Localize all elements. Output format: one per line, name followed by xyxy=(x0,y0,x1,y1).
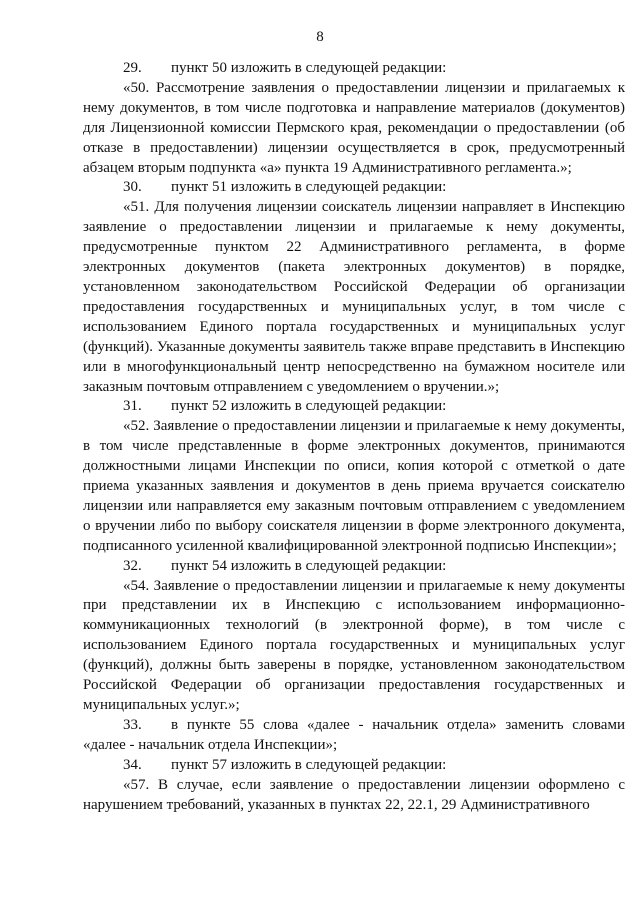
amendment-item-31 xyxy=(83,397,625,417)
item-number: 29. xyxy=(123,60,142,76)
item-number: 33. xyxy=(123,716,142,733)
quoted-clause-57: «57. В случае, если заявление о предоставлении лицензии оформлено с нарушением требований, указанных в пунктах 22, 22.1, 29 Административного xyxy=(83,776,625,813)
item-text: в пункте 55 слова «далее - начальник отдела» заменить словами «далее - начальник отдела Инспекции»; xyxy=(83,716,625,753)
quoted-clause-52: «52. Заявление о предоставлении лицензии и прилагаемые к нему документы, в том числе представленные в форме электронных документов, принимаются должностными лицами Инспекции по описи, копия которой с отметкой о дате приема указанных заявления и документов в день приема вручается соискателю лицензии или направляется ему заказным почтовым отправлением с уведомлением о вручении либо по выбору соискателя лицензии в форме электронного документа, подписанного усиленной квалифицированной электронной подписью Инспекции»; xyxy=(83,418,625,554)
item-text: пункт 52 изложить в следующей редакции: xyxy=(171,398,447,415)
item-text: пункт 57 изложить в следующей редакции: xyxy=(171,756,447,773)
item-text: пункт 51 изложить в следующей редакции: xyxy=(171,179,447,196)
quoted-clause-54: «54. Заявление о предоставлении лицензии и прилагаемые к нему документы при представлении их в Инспекцию с использованием информационно-коммуникационных технологий (в электронной форме), в том числе с использованием Единого портала государственных и муниципальных услуг (функций), должны быть заверены в порядке, установленном законодательством Российской Федерации об организации предоставления государственных и муниципальных услуг.»; xyxy=(83,577,625,713)
amendment-item-29 xyxy=(83,59,625,79)
item-number: 30. xyxy=(123,179,142,196)
document-body xyxy=(83,59,625,815)
item-number: 32. xyxy=(123,557,142,574)
amendment-item-30 xyxy=(83,178,625,198)
page-number: 8 xyxy=(316,29,324,45)
item-number: 31. xyxy=(123,398,142,415)
quoted-clause-50: «50. Рассмотрение заявления о предоставлении лицензии и прилагаемых к нему документов, в том числе подготовка и направление материалов (документов) для Лицензионной комиссии Пермского края, рекомендации о предоставлении (об отказе в предоставлении) лицензии осуществляется в срок, предусмотренный абзацем вторым подпункта «а» пункта 19 Административного регламента.»; xyxy=(83,79,625,176)
item-text: пункт 50 изложить в следующей редакции: xyxy=(171,60,447,76)
amendment-item-34 xyxy=(83,756,625,776)
amendment-item-33 xyxy=(83,716,625,756)
item-text: пункт 54 изложить в следующей редакции: xyxy=(171,557,447,574)
amendment-item-32 xyxy=(83,557,625,577)
quoted-clause-51: «51. Для получения лицензии соискатель лицензии направляет в Инспекцию заявление о предоставлении лицензии и прилагаемые к нему документы, предусмотренные пунктом 22 Административного регламента, в форме электронных документов (пакета электронных документов) в порядке, установленном законодательством Российской Федерации об организации предоставления государственных и муниципальных услуг, в том числе с использованием Единого портала государственных и муниципальных услуг (функций). Указанные документы заявитель также вправе представить в Инспекцию или в многофункциональный центр непосредственно на бумажном носителе или заказным почтовым отправлением с уведомлением о вручении.»; xyxy=(83,199,625,395)
item-number: 34. xyxy=(123,756,142,773)
